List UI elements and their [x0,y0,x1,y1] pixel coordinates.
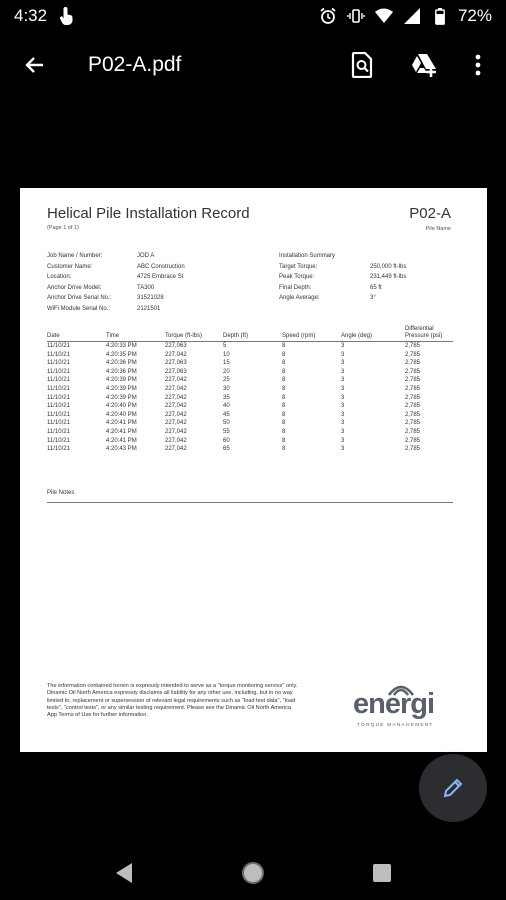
table-cell: 4:20:41 PM [106,428,137,435]
table-cell: 25 [223,377,230,384]
table-cell: 11/10/21 [47,360,70,367]
table-cell: 2,785 [405,377,421,384]
logo-wordmark: energi [353,688,435,720]
table-cell: 60 [223,437,230,444]
table-cell: 8 [282,403,286,410]
table-cell: 8 [282,385,286,392]
touch-hand-icon [57,6,77,26]
nav-home-button[interactable] [231,851,275,895]
table-row [47,342,453,351]
job-info-row: Anchor Drive Model: TA300 [47,284,155,291]
square-recents-icon [372,863,392,883]
installation-data-table [47,324,453,454]
table-cell: 50 [223,420,230,427]
table-cell: 3 [341,385,345,392]
column-header: Date [47,333,60,339]
table-cell: 8 [282,437,286,444]
summary-title: Installation Summary [279,253,336,259]
table-row [47,402,453,411]
back-button[interactable] [0,32,70,98]
table-cell: 3 [341,403,345,410]
drive-add-icon [410,53,438,77]
table-cell: 3 [341,428,345,435]
nav-recents-button[interactable] [360,851,404,895]
table-cell: 3 [341,411,345,418]
vibrate-icon [346,6,366,26]
table-row [47,368,453,377]
alarm-icon [318,6,338,26]
table-cell: 4:20:36 PM [106,360,137,367]
summary-row: Peak Torque: 231,449 ft-lbs [279,274,407,280]
table-cell: 4:20:40 PM [106,411,137,418]
table-cell: 3 [341,360,345,367]
disclaimer-text: The information contained herein is expressly intended to serve as a "torque monitoring service" only. Dinamic Oil North America expressly disclaims all liability for any other use, including, but in no way limited to, replacement or supersession of relevant legal requirements such as "load test data", "load tests", "control tests", or any similar testing requirement. Please see the Dinamic Oil North America App Terms of Use for further information. [47,683,298,719]
table-cell: 65 [223,446,230,453]
table-cell: 2,785 [405,420,421,427]
table-row [47,376,453,385]
add-to-drive-button[interactable] [400,41,448,89]
table-cell: 11/10/21 [47,403,70,410]
table-cell: 4:20:36 PM [106,368,137,375]
table-row [47,411,453,420]
table-cell: 11/10/21 [47,394,70,401]
system-navigation-bar [0,846,506,900]
logo-tagline: TORQUE MANAGEMENT [357,723,434,728]
table-cell: 4:20:43 PM [106,446,137,453]
table-cell: 227,042 [165,437,187,444]
table-cell: 11/10/21 [47,385,70,392]
column-header: Angle (deg) [341,333,373,339]
table-cell: 2,785 [405,368,421,375]
table-cell: 227,042 [165,351,187,358]
page-count: (Page 1 of 1) [47,225,79,231]
summary-row: Target Torque: 250,000 ft-lbs [279,263,407,270]
edit-fab-button[interactable] [419,754,487,822]
table-row [47,445,453,454]
table-cell: 227,042 [165,403,187,410]
find-in-page-icon [351,52,373,78]
more-vert-icon [475,54,481,76]
table-cell: 2,785 [405,428,421,435]
table-cell: 3 [341,368,345,375]
table-cell: 2,785 [405,437,421,444]
table-cell: 11/10/21 [47,351,70,358]
column-header: Differential [405,326,434,332]
table-cell: 3 [341,394,345,401]
table-cell: 3 [341,351,345,358]
table-cell: 8 [282,394,286,401]
pile-notes: Pile Notes [47,490,453,503]
table-cell: 11/10/21 [47,446,70,453]
table-cell: 4:20:39 PM [106,377,137,384]
table-cell: 8 [282,446,286,453]
battery-percent: 72% [457,6,492,25]
table-cell: 30 [223,385,230,392]
status-time: 4:32 [14,6,48,25]
installation-summary [279,251,406,304]
document-title: Helical Pile Installation Record [47,205,250,222]
job-info [47,251,185,314]
summary-row: Angle Average: 3° [279,295,376,301]
table-cell: 4:20:35 PM [106,351,137,358]
table-cell: 15 [223,360,230,367]
table-cell: 8 [282,411,286,418]
table-cell: 11/10/21 [47,377,70,384]
job-info-row: Anchor Drive Serial No.: 31521028 [47,295,164,301]
table-cell: 8 [282,343,286,349]
table-cell: 8 [282,428,286,435]
table-body [47,342,453,454]
table-cell: 227,042 [165,411,187,418]
table-cell: 2,785 [405,360,421,367]
table-cell: 11/10/21 [47,428,70,435]
table-cell: 5 [223,343,227,349]
table-cell: 2,785 [405,351,421,358]
table-cell: 3 [341,446,345,453]
table-row [47,351,453,360]
table-cell: 3 [341,377,345,384]
table-cell: 227,063 [165,368,187,375]
table-cell: 4:20:39 PM [106,385,137,392]
table-cell: 45 [223,411,230,418]
job-info-row: Location: 4725 Embrace St [47,274,184,280]
job-info-row: Customer Name: ABC Construction [47,263,185,270]
table-cell: 8 [282,377,286,384]
table-row [47,419,453,428]
table-row [47,359,453,368]
table-cell: 4:20:41 PM [106,437,137,444]
table-cell: 3 [341,343,345,349]
table-cell: 8 [282,368,286,375]
table-cell: 4:20:41 PM [106,420,137,427]
column-header: Speed (rpm) [282,333,316,339]
table-cell: 8 [282,351,286,358]
column-header: Pressure (psi) [405,333,443,339]
more-options-button[interactable] [454,41,502,89]
table-cell: 10 [223,351,230,358]
table-cell: 4:20:40 PM [106,403,137,410]
table-row [47,437,453,446]
table-cell: 8 [282,360,286,367]
job-info-row: Job Name / Number: JOD A [47,253,155,259]
table-cell: 227,042 [165,420,187,427]
table-row [47,385,453,394]
pile-id-label: Pile Name [425,226,451,232]
table-cell: 227,042 [165,385,187,392]
table-cell: 227,063 [165,343,187,349]
wifi-icon [374,6,394,26]
file-title: P02-A.pdf [88,53,182,76]
table-cell: 8 [282,420,286,427]
table-cell: 227,042 [165,446,187,453]
circle-home-icon [240,860,266,886]
table-cell: 11/10/21 [47,437,70,444]
table-cell: 227,042 [165,394,187,401]
energi-logo [353,686,455,730]
table-cell: 227,042 [165,377,187,384]
table-cell: 20 [223,368,230,375]
triangle-back-icon [114,862,134,884]
table-cell: 2,785 [405,343,421,349]
cell-signal-icon [402,6,422,26]
table-cell: 2,785 [405,394,421,401]
status-bar [0,0,506,32]
nav-back-button[interactable] [102,851,146,895]
table-cell: 11/10/21 [47,420,70,427]
table-cell: 4:20:39 PM [106,394,137,401]
table-row [47,428,453,437]
table-cell: 2,785 [405,411,421,418]
battery-icon [430,6,450,26]
pile-id: P02-A [409,205,451,222]
summary-row: Final Depth: 65 ft [279,284,382,291]
table-cell: 11/10/21 [47,343,70,349]
pencil-icon [441,776,465,800]
table-cell: 55 [223,428,230,435]
table-cell: 4:20:33 PM [106,343,137,349]
pdf-page[interactable] [20,188,487,752]
table-cell: 2,785 [405,403,421,410]
table-row [47,394,453,403]
column-header: Time [106,333,120,339]
column-header: Depth (ft) [223,333,249,339]
table-cell: 3 [341,420,345,427]
table-cell: 227,042 [165,428,187,435]
table-cell: 2,785 [405,446,421,453]
app-bar [0,32,506,98]
table-cell: 11/10/21 [47,411,70,418]
table-cell: 35 [223,394,230,401]
job-info-row: WiFi Module Serial No.: 2121501 [47,305,161,312]
find-in-document-button[interactable] [338,41,386,89]
table-cell: 227,063 [165,360,187,367]
table-cell: 40 [223,403,230,410]
table-header [47,324,453,342]
arrow-back-icon [23,53,47,77]
table-cell: 3 [341,437,345,444]
table-cell: 11/10/21 [47,368,70,375]
table-cell: 2,785 [405,385,421,392]
column-header: Torque (ft-lbs) [165,333,203,339]
